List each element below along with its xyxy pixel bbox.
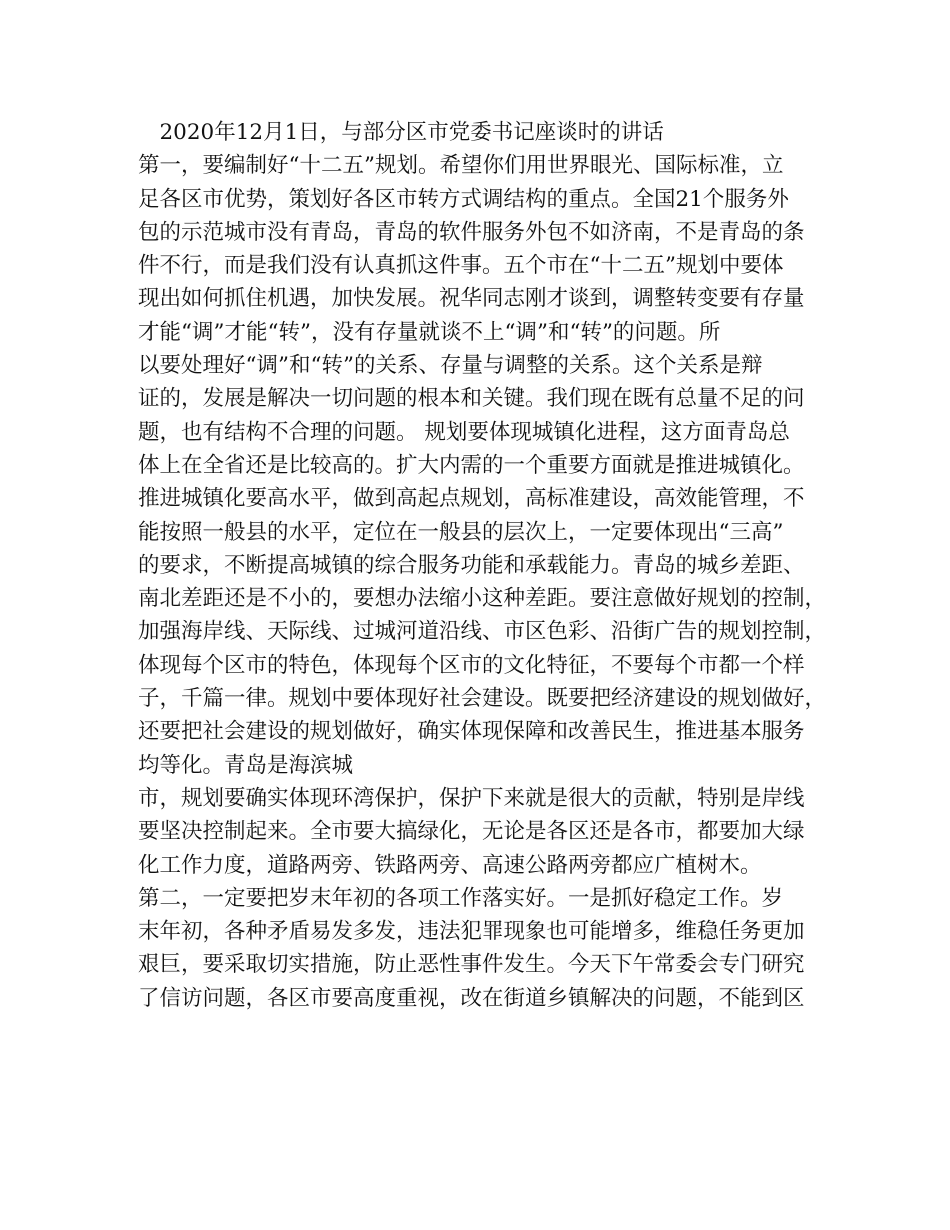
text-line: 加强海岸线、天际线、过城河道沿线、市区色彩、沿街广告的规划控制， bbox=[138, 619, 827, 645]
text-line: 证的，发展是解决一切问题的根本和关键。我们现在既有总量不足的问 bbox=[138, 386, 805, 412]
text-line: 件不行，而是我们没有认真抓这件事。五个市在“十二五”规划中要体 bbox=[138, 253, 784, 279]
text-line: 体现每个区市的特色，体现每个区市的文化特征，不要每个市都一个样 bbox=[138, 652, 805, 678]
text-line: 题，也有结构不合理的问题。 规划要体现城镇化进程，这方面青岛总 bbox=[138, 419, 790, 445]
text-line: 化工作力度，道路两旁、铁路两旁、高速公路两旁都应广植树木。 bbox=[138, 852, 762, 878]
text-line: 要坚决控制起来。全市要大搞绿化，无论是各区还是各市，都要加大绿 bbox=[138, 819, 805, 845]
text-line: 市，规划要确实体现环湾保护，保护下来就是很大的贡献，特别是岸线 bbox=[138, 785, 805, 811]
text-line: 艰巨，要采取切实措施，防止恶性事件发生。今天下午常委会专门研究 bbox=[138, 952, 805, 978]
text-line: 南北差距还是不小的，要想办法缩小这种差距。要注意做好规划的控制， bbox=[138, 586, 827, 612]
text-line: 末年初，各种矛盾易发多发，违法犯罪现象也可能增多，维稳任务更加 bbox=[138, 919, 805, 945]
text-line: 以要处理好“调”和“转”的关系、存量与调整的关系。这个关系是辩 bbox=[138, 353, 763, 379]
text-line: 包的示范城市没有青岛，青岛的软件服务外包不如济南，不是青岛的条 bbox=[138, 219, 805, 245]
text-line: 现出如何抓住机遇，加快发展。祝华同志刚才谈到，调整转变要有存量 bbox=[138, 286, 805, 312]
text-line: 的要求，不断提高城镇的综合服务功能和承载能力。青岛的城乡差距、 bbox=[138, 552, 805, 578]
text-line: 推进城镇化要高水平，做到高起点规划，高标准建设，高效能管理，不 bbox=[138, 486, 805, 512]
text-line: 才能“调”才能“转”，没有存量就谈不上“调”和“转”的问题。所 bbox=[138, 319, 721, 345]
title-line: 2020年12月1日，与部分区市党委书记座谈时的讲话 bbox=[138, 120, 664, 145]
text-line: 了信访问题，各区市要高度重视，改在街道乡镇解决的问题，不能到区 bbox=[138, 985, 805, 1011]
text-line: 第一，要编制好“十二五”规划。希望你们用世界眼光、国际标准，立 bbox=[138, 153, 784, 179]
document-page bbox=[138, 116, 828, 1015]
text-line: 体上在全省还是比较高的。扩大内需的一个重要方面就是推进城镇化。 bbox=[138, 452, 805, 478]
text-line: 均等化。青岛是海滨城 bbox=[138, 752, 354, 778]
text-line: 能按照一般县的水平，定位在一般县的层次上，一定要体现出“三高” bbox=[138, 519, 784, 545]
text-line: 子，千篇一律。规划中要体现好社会建设。既要把经济建设的规划做好， bbox=[138, 686, 827, 712]
text-line: 第二，一定要把岁末年初的各项工作落实好。一是抓好稳定工作。岁 bbox=[138, 885, 784, 911]
text-line: 还要把社会建设的规划做好，确实体现保障和改善民生，推进基本服务 bbox=[138, 719, 805, 745]
text-line: 足各区市优势，策划好各区市转方式调结构的重点。全国21个服务外 bbox=[138, 186, 789, 212]
